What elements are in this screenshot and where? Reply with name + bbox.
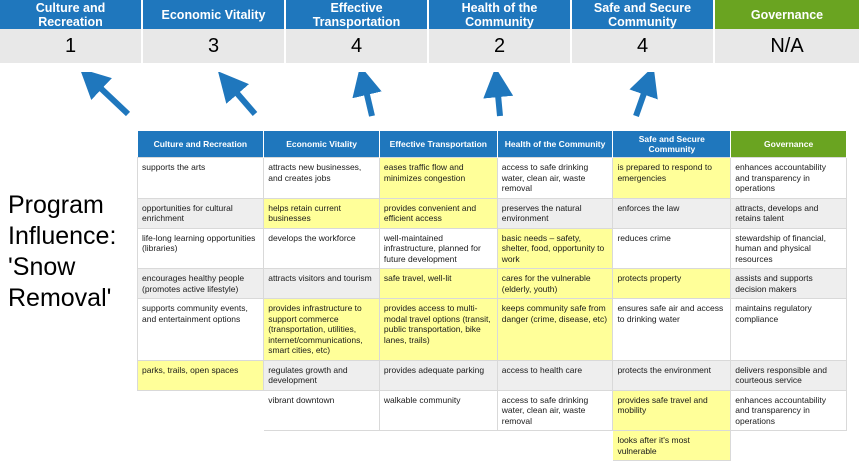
arrow-group <box>0 72 859 134</box>
outcomes-matrix <box>137 131 847 461</box>
matrix-cell-r7-c2 <box>379 431 497 461</box>
matrix-cell-r2-c5: stewardship of financial, human and physical resources <box>731 228 847 269</box>
arrow-economic-vitality <box>229 84 255 114</box>
score-value-3: 2 <box>429 29 572 63</box>
matrix-body <box>138 158 847 461</box>
table-row <box>138 158 847 199</box>
matrix-cell-r4-c3: keeps community safe from danger (crime, disease, etc) <box>497 299 613 361</box>
matrix-cell-r4-c0: supports community events, and entertainment options <box>138 299 264 361</box>
matrix-cell-r4-c4: ensures safe air and access to drinking water <box>613 299 731 361</box>
score-header-4: Safe and Secure Community <box>572 0 715 29</box>
score-header-2: Effective Transportation <box>286 0 429 29</box>
matrix-cell-r6-c3: access to safe drinking water, clean air, waste removal <box>497 390 613 431</box>
matrix-column-header-0: Culture and Recreation <box>138 131 264 158</box>
matrix-cell-r5-c0: parks, trails, open spaces <box>138 360 264 390</box>
matrix-cell-r0-c0: supports the arts <box>138 158 264 199</box>
matrix-cell-r6-c4: provides safe travel and mobility <box>613 390 731 431</box>
matrix-column-header-2: Effective Transportation <box>379 131 497 158</box>
matrix-cell-r5-c2: provides adequate parking <box>379 360 497 390</box>
matrix-cell-r6-c0 <box>138 390 264 431</box>
matrix-column-header-1: Economic Vitality <box>264 131 380 158</box>
matrix-cell-r4-c5: maintains regulatory compliance <box>731 299 847 361</box>
matrix-cell-r1-c3: preserves the natural environment <box>497 198 613 228</box>
matrix-cell-r2-c3: basic needs – safety, shelter, food, opportunity to work <box>497 228 613 269</box>
score-value-5: N/A <box>715 29 859 63</box>
arrow-safe-secure-community <box>636 82 648 116</box>
matrix-cell-r7-c0 <box>138 431 264 461</box>
table-row <box>138 360 847 390</box>
score-header-3: Health of the Community <box>429 0 572 29</box>
table-row <box>138 198 847 228</box>
matrix-header-row <box>138 131 847 158</box>
matrix-column-header-5: Governance <box>731 131 847 158</box>
matrix-cell-r6-c5: enhances accountability and transparency in operations <box>731 390 847 431</box>
table-row <box>138 431 847 461</box>
matrix-cell-r7-c4: looks after it's most vulnerable <box>613 431 731 461</box>
matrix-cell-r6-c1: vibrant downtown <box>264 390 380 431</box>
matrix-cell-r3-c4: protects property <box>613 269 731 299</box>
matrix-column-header-4: Safe and Secure Community <box>613 131 731 158</box>
matrix-cell-r0-c5: enhances accountability and transparency in operations <box>731 158 847 199</box>
score-summary-bar <box>0 0 859 63</box>
score-value-2: 4 <box>286 29 429 63</box>
score-value-0: 1 <box>0 29 143 63</box>
arrow-culture-recreation <box>92 80 128 114</box>
matrix-cell-r2-c0: life-long learning opportunities (libraries) <box>138 228 264 269</box>
arrow-effective-transportation <box>364 82 372 116</box>
matrix-cell-r2-c4: reduces crime <box>613 228 731 269</box>
score-header-5: Governance <box>715 0 859 29</box>
matrix-cell-r0-c3: access to safe drinking water, clean air, waste removal <box>497 158 613 199</box>
matrix-cell-r1-c4: enforces the law <box>613 198 731 228</box>
matrix-cell-r4-c1: provides infrastructure to support commerce (transportation, utilities, internet/communications, smart cities, etc) <box>264 299 380 361</box>
matrix-cell-r7-c5 <box>731 431 847 461</box>
matrix-cell-r1-c0: opportunities for cultural enrichment <box>138 198 264 228</box>
score-summary-header-row <box>0 0 859 29</box>
matrix-cell-r3-c0: encourages healthy people (promotes active lifestyle) <box>138 269 264 299</box>
matrix-cell-r0-c4: is prepared to respond to emergencies <box>613 158 731 199</box>
matrix-cell-r3-c2: safe travel, well-lit <box>379 269 497 299</box>
matrix-cell-r2-c2: well-maintained infrastructure, planned for future development <box>379 228 497 269</box>
table-row <box>138 299 847 361</box>
matrix-cell-r0-c2: eases traffic flow and minimizes congestion <box>379 158 497 199</box>
score-summary-value-row <box>0 29 859 63</box>
matrix-cell-r1-c5: attracts, develops and retains talent <box>731 198 847 228</box>
matrix-cell-r5-c3: access to health care <box>497 360 613 390</box>
matrix-cell-r5-c1: regulates growth and development <box>264 360 380 390</box>
score-header-0: Culture and Recreation <box>0 0 143 29</box>
program-influence-label: Program Influence: 'Snow Removal' <box>8 191 117 312</box>
matrix-column-header-3: Health of the Community <box>497 131 613 158</box>
matrix-cell-r6-c2: walkable community <box>379 390 497 431</box>
table-row <box>138 269 847 299</box>
score-value-4: 4 <box>572 29 715 63</box>
score-header-1: Economic Vitality <box>143 0 286 29</box>
table-row <box>138 228 847 269</box>
score-value-1: 3 <box>143 29 286 63</box>
matrix-cell-r5-c5: delivers responsible and courteous service <box>731 360 847 390</box>
matrix-cell-r2-c1: develops the workforce <box>264 228 380 269</box>
table-row <box>138 390 847 431</box>
matrix-cell-r1-c2: provides convenient and efficient access <box>379 198 497 228</box>
matrix-cell-r0-c1: attracts new businesses, and creates jobs <box>264 158 380 199</box>
matrix-cell-r3-c1: attracts visitors and tourism <box>264 269 380 299</box>
matrix-cell-r4-c2: provides access to multi-modal travel options (transit, public transportation, bike lanes, trails) <box>379 299 497 361</box>
matrix-cell-r7-c1 <box>264 431 380 461</box>
matrix-cell-r3-c3: cares for the vulnerable (elderly, youth) <box>497 269 613 299</box>
arrow-health-community <box>497 84 500 116</box>
matrix-cell-r3-c5: assists and supports decision makers <box>731 269 847 299</box>
matrix-cell-r1-c1: helps retain current businesses <box>264 198 380 228</box>
matrix-cell-r7-c3 <box>497 431 613 461</box>
matrix-header <box>138 131 847 158</box>
matrix-cell-r5-c4: protects the environment <box>613 360 731 390</box>
